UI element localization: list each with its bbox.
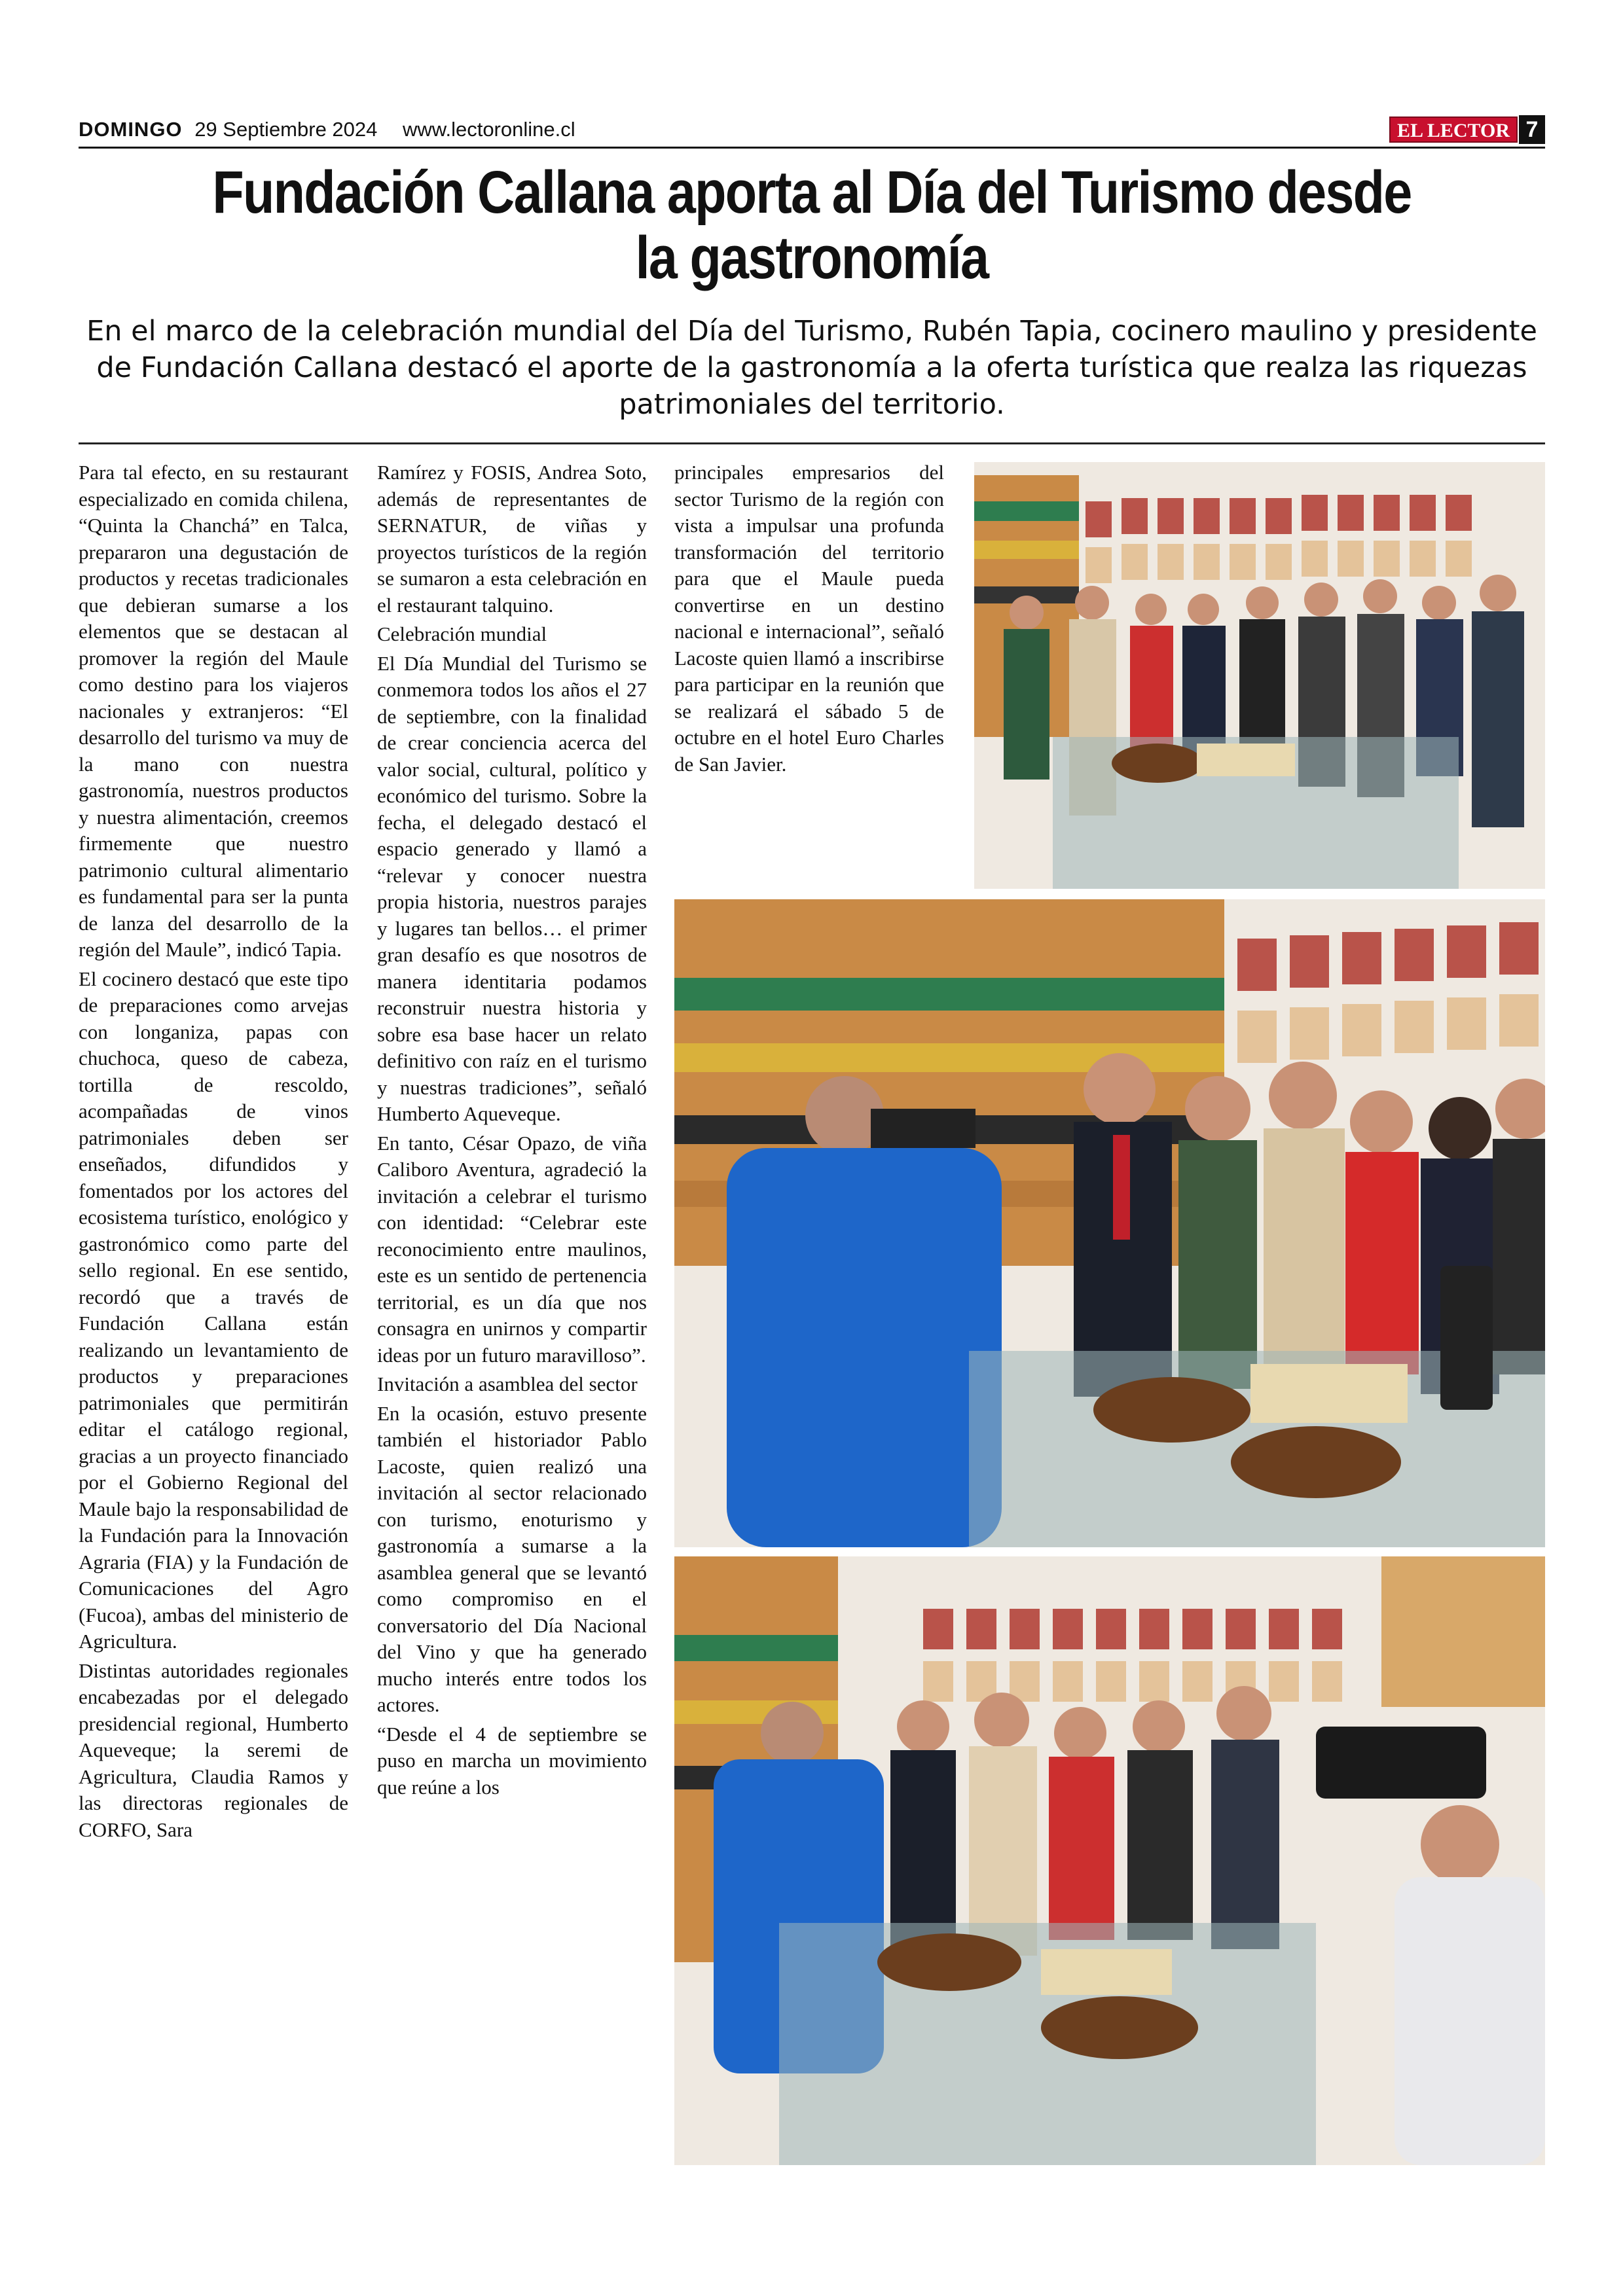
newspaper-logo: EL LECTOR [1389, 117, 1518, 143]
article-column-2 [377, 459, 647, 1803]
article-column-3 [674, 459, 944, 780]
page-header [79, 115, 1545, 147]
article-headline: Fundación Callana aporta al Día del Turismo desde la gastronomía [212, 159, 1412, 291]
group-photo [974, 462, 1545, 889]
press-photo-icon [674, 1556, 1545, 2165]
paragraph: Para tal efecto, en su restaurant especializado en comida chilena, “Quinta la Chanchá” en Talca, prepararon una degustación de productos y recetas tradicionales que debieran sumarse a los elementos que se destacan al promover la región del Maule como destino para los viajeros nacionales y extranjeros: “El desarrollo del turismo va muy de la mano con nuestra gastronomía, nuestros productos y nuestra alimentación, creemos firmemente que nuestro patrimonio cultural alimentario es fundamental para ser la punta de lanza del desarrollo de la región del Maule”, indicó Tapia. [79, 461, 348, 961]
paragraph: Ramírez y FOSIS, Andrea Soto, además de representantes de SERNATUR, de viñas y proyectos turísticos de la región se sumaron a esta celebración en el restaurant talquino. [377, 461, 647, 617]
section-subtitle: Celebración mundial [377, 622, 547, 645]
paragraph: principales empresarios del sector Turismo de la región con vista a impulsar una profunda transformación del territorio para que el Maule pueda convertirse en un destino nacional e internacional”, señaló Lacoste quien llamó a inscribirse para participar en la reunión que se realizará el sábado 5 de octubre en el hotel Euro Charles de San Javier. [674, 461, 944, 776]
press-photo [674, 1556, 1545, 2165]
article-subheadline: En el marco de la celebración mundial del Día del Turismo, Rubén Tapia, cocinero maulino y presidente de Fundación Callana destacó el aporte de la gastronomía a la oferta turística que realza las riquezas patrimoniales del territorio. [86, 315, 1537, 421]
header-website[interactable]: www.lectoronline.cl [403, 118, 575, 141]
article-column-1 [79, 459, 348, 1846]
header-divider [79, 147, 1545, 149]
paragraph: “Desde el 4 de septiembre se puso en marcha un movimiento que reúne a los [377, 1722, 647, 1799]
paragraph: En tanto, César Opazo, de viña Caliboro Aventura, agradeció la invitación a celebrar el turismo con identidad: “Celebrar este reconocimiento entre maulinos, este es un sentido de pertenencia territorial, es un día que nos consagra en unirnos y compartir ideas por un futuro maravilloso”. [377, 1131, 647, 1367]
section-subtitle: Invitación a asamblea del sector [377, 1372, 638, 1395]
group-photo-icon [974, 462, 1545, 889]
header-date: 29 Septiembre 2024 [194, 118, 378, 141]
paragraph: En la ocasión, estuvo presente también el historiador Pablo Lacoste, quien realizó una invitación al sector relacionado con turismo, enoturismo y gastronomía a sumarse a la asamblea general que se levantó como compromiso en el conversatorio del Día Nacional del Vino y que ha generado mucho interés entre todos los actores. [377, 1401, 647, 1716]
header-day: DOMINGO [79, 118, 183, 141]
page-number: 7 [1519, 115, 1545, 144]
subhead-divider [79, 442, 1545, 444]
paragraph: El cocinero destacó que este tipo de preparaciones como arvejas con longaniza, papas con chuchoca, queso de cabeza, tortilla de rescoldo, acompañadas de vinos patrimoniales deben ser enseñados, difundidos y fomentados por los actores del ecosistema turístico, enológico y gastronómico como parte del sello regional. En ese sentido, recordó que a través de Fundación Callana están realizando un levantamiento de productos y preparaciones patrimoniales que permitirán editar el catálogo regional, gracias a un proyecto financiado por el Gobierno Regional del Maule bajo la responsabilidad de la Fundación para la Innovación Agraria (FIA) y la Fundación de Comunicaciones del Agro (Fucoa), ambas del ministerio de Agricultura. [79, 967, 348, 1653]
paragraph: Distintas autoridades regionales encabezadas por el delegado presidencial regional, Humberto Aqueveque; la seremi de Agricultura, Claudia Ramos y las directoras regionales de CORFO, Sara [79, 1659, 348, 1841]
header-dateline [79, 118, 575, 141]
interview-photo [674, 899, 1545, 1547]
interview-photo-icon [674, 899, 1545, 1547]
paragraph: El Día Mundial del Turismo se conmemora todos los años el 27 de septiembre, con la finalidad de crear conciencia acerca del valor social, cultural, político y económico del turismo. Sobre la fecha, el delegado destacó el espacio generado y llamó a “relevar y conocer nuestra propia historia, nuestros parajes y lugares tan bellos… el primer gran desafío es que nosotros de manera identitaria podamos reconstruir nuestra historia y sobre esa base hacer un relato definitivo con raíz en el turismo y nuestras tradiciones”, señaló Humberto Aqueveque. [377, 651, 647, 1125]
